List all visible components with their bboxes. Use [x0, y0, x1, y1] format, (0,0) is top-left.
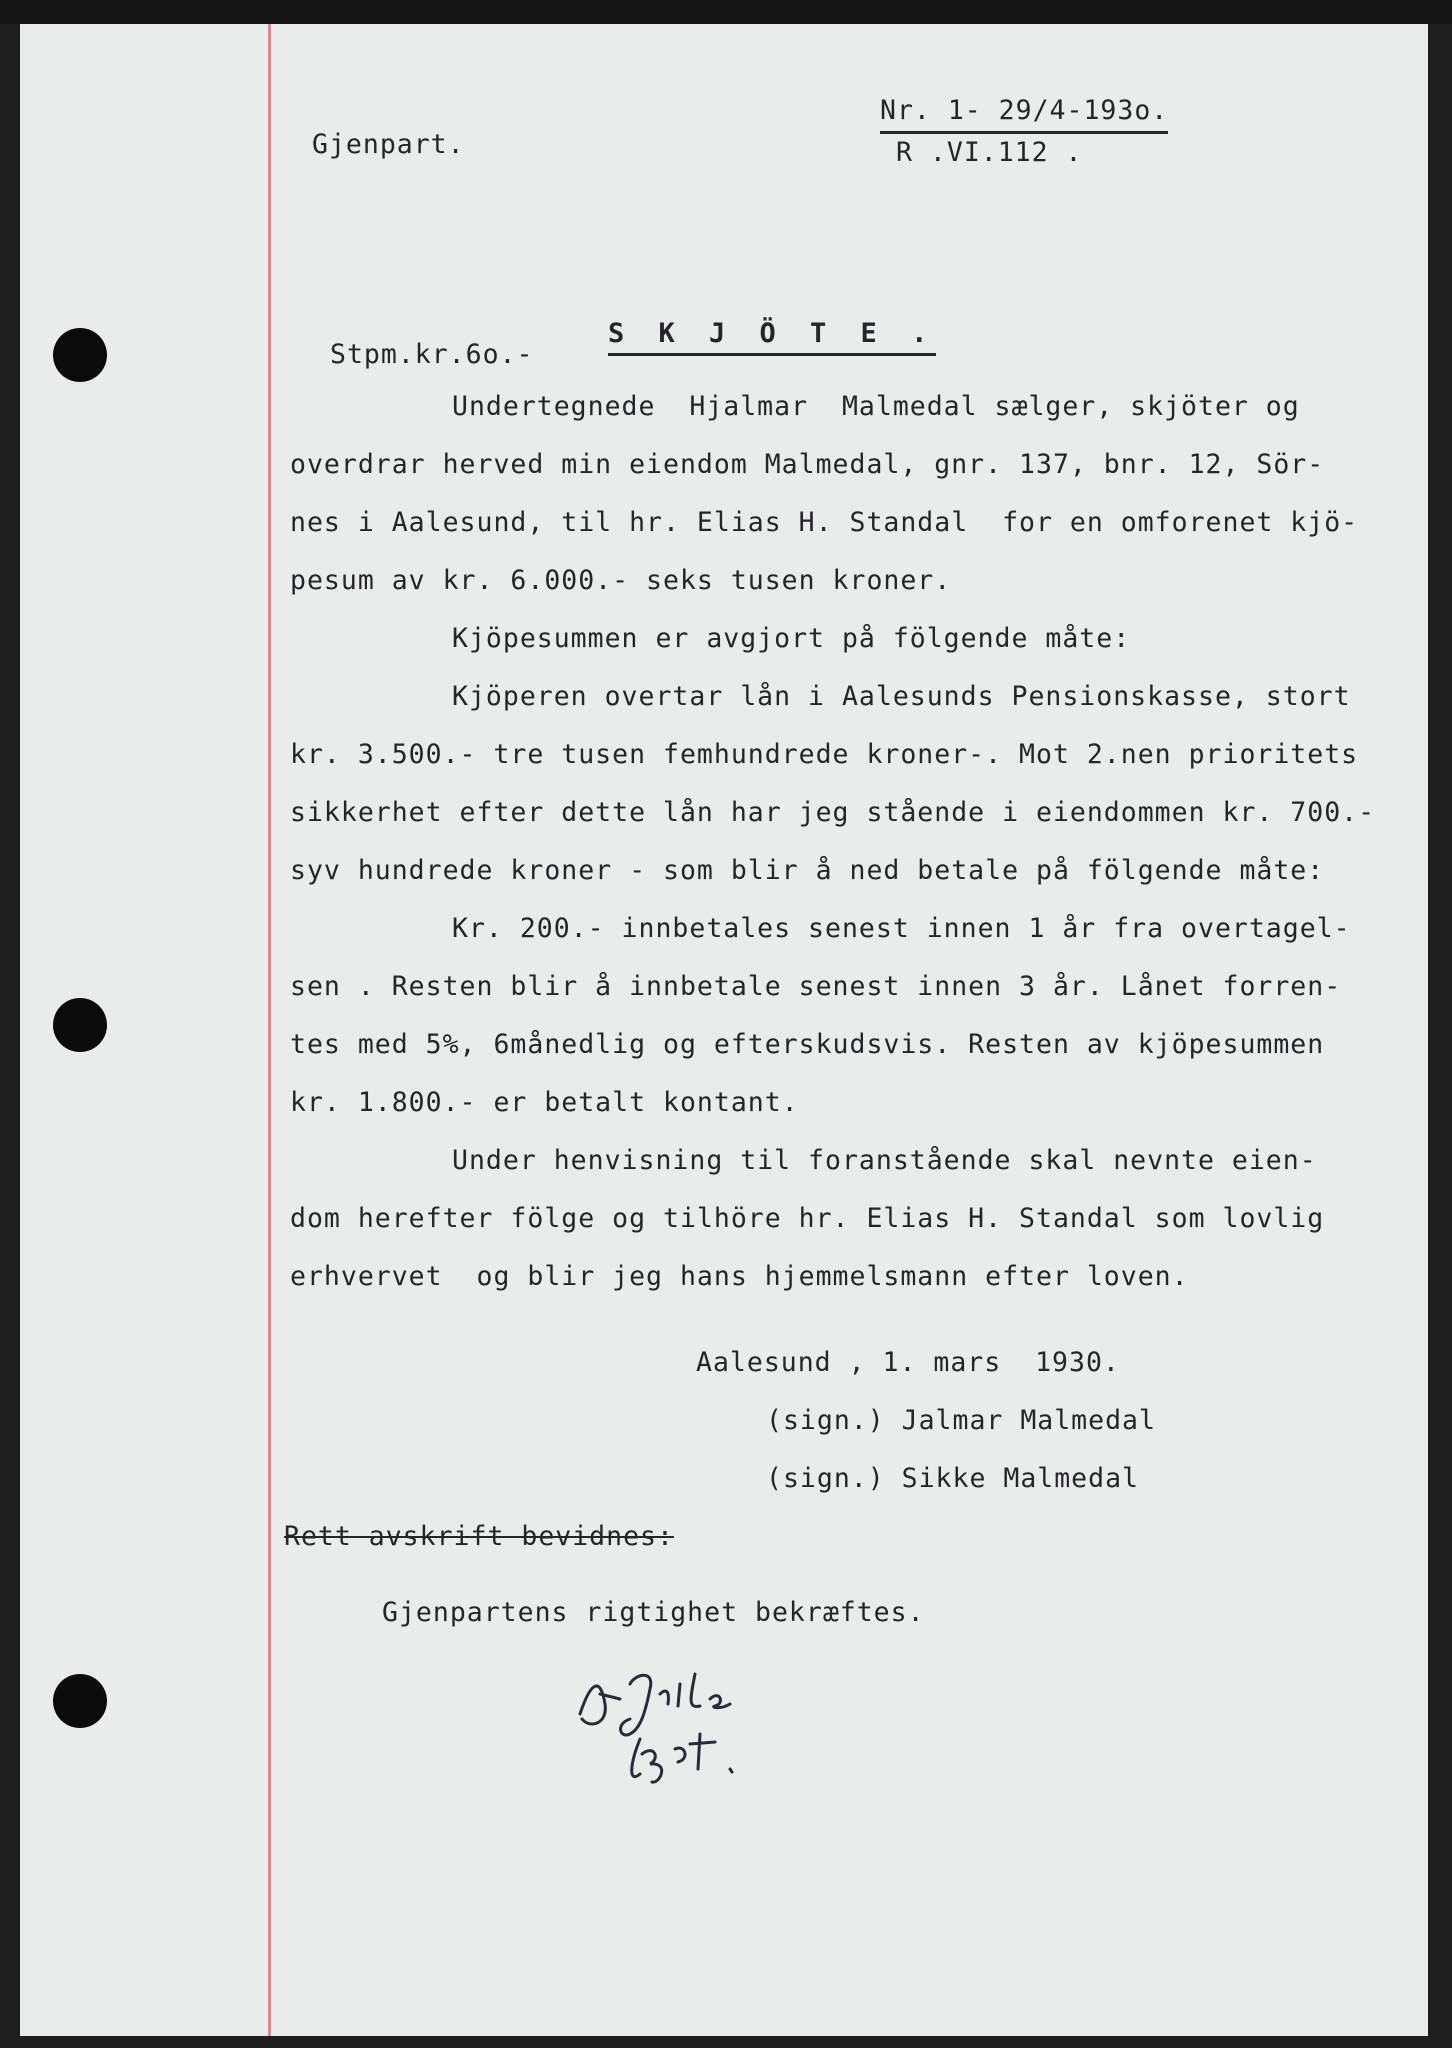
attestation-label: Rett avskrift bevidnes:: [284, 1521, 674, 1552]
body-line: dom herefter fölge og tilhöre hr. Elias H. Standal som lovlig: [290, 1203, 1325, 1234]
body-line: kr. 1.800.- er betalt kontant.: [290, 1087, 799, 1118]
reference-number: Nr. 1- 29/4-193o.: [880, 98, 1168, 134]
body-line: erhvervet og blir jeg hans hjemmelsmann efter loven.: [290, 1261, 1189, 1292]
body-line: Under henvisning til foranstående skal nevnte eien-: [452, 1145, 1317, 1176]
body-line: overdrar herved min eiendom Malmedal, gnr. 137, bnr. 12, Sör-: [290, 449, 1325, 480]
punch-hole: [53, 998, 107, 1052]
scan-border-top: [0, 0, 1452, 24]
stamp-fee: Stpm.kr.6o.-: [330, 339, 534, 370]
body-line: sikkerhet efter dette lån har jeg stående i eiendommen kr. 700.-: [290, 797, 1376, 828]
punch-hole: [53, 1674, 107, 1728]
body-line: nes i Aalesund, til hr. Elias H. Standal for en omforenet kjö-: [290, 507, 1359, 538]
document-page: [20, 24, 1428, 2036]
document-title: S K J Ö T E .: [608, 320, 936, 356]
body-line: Undertegnede Hjalmar Malmedal sælger, skjöter og: [452, 391, 1300, 422]
confirmation-text: Gjenpartens rigtighet bekræftes.: [382, 1597, 925, 1628]
punch-hole: [53, 328, 107, 382]
place-date: Aalesund , 1. mars 1930.: [696, 1347, 1120, 1378]
reference-code: R .VI.112 .: [896, 137, 1083, 168]
handwritten-signature: [560, 1644, 860, 1794]
body-line: kr. 3.500.- tre tusen femhundrede kroner-. Mot 2.nen prioritets: [290, 739, 1359, 770]
body-line: tes med 5%, 6månedlig og efterskudsvis. Resten av kjöpesummen: [290, 1029, 1325, 1060]
body-line: Kr. 200.- innbetales senest innen 1 år fra overtagel-: [452, 913, 1351, 944]
body-line: sen . Resten blir å innbetale senest innen 3 år. Lånet forren-: [290, 971, 1342, 1002]
margin-line: [268, 24, 271, 2036]
body-line: pesum av kr. 6.000.- seks tusen kroner.: [290, 565, 952, 596]
signature-line-2: (sign.) Sikke Malmedal: [766, 1463, 1139, 1494]
header-copy-label: Gjenpart.: [312, 129, 465, 160]
body-line: syv hundrede kroner - som blir å ned betale på fölgende måte:: [290, 855, 1325, 886]
body-line: Kjöpesummen er avgjort på fölgende måte:: [452, 623, 1131, 654]
body-line: Kjöperen overtar lån i Aalesunds Pensionskasse, stort: [452, 681, 1351, 712]
signature-line-1: (sign.) Jalmar Malmedal: [766, 1405, 1156, 1436]
